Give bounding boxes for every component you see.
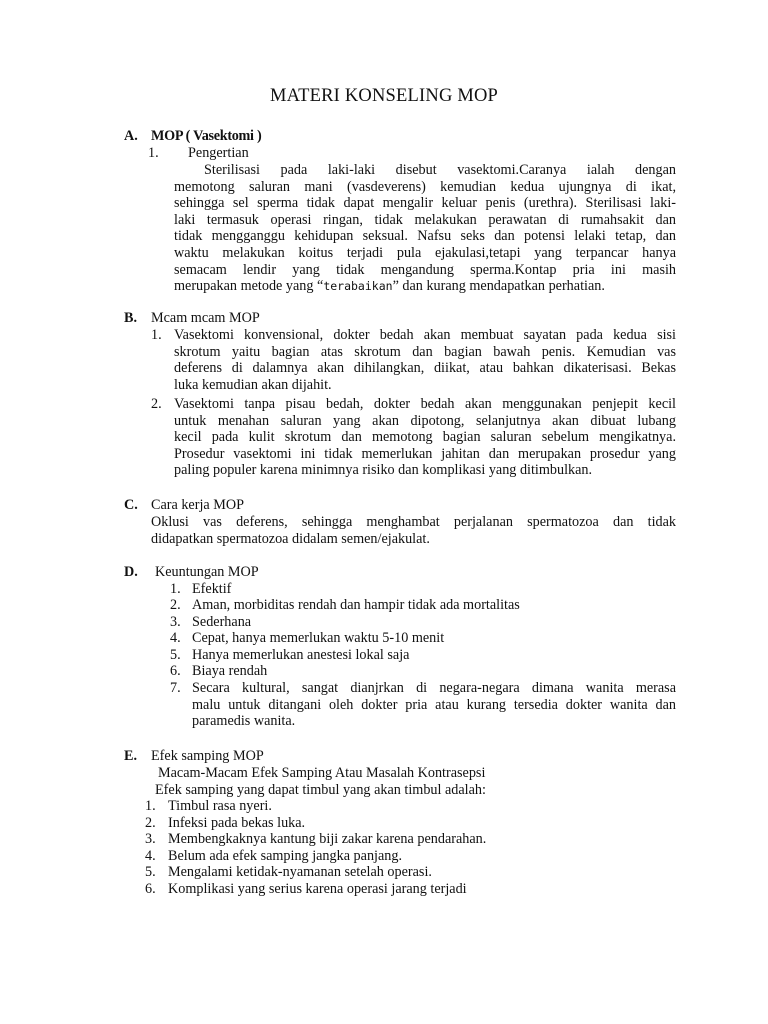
section-d-item-number: 6. <box>170 663 181 679</box>
list-line: Vasektomi konvensional, dokter bedah akan membuat sayatan pada kedua sisi <box>174 327 676 343</box>
section-d-item-number: 7. <box>170 680 181 696</box>
section-d-item-text: Efektif <box>192 581 232 597</box>
paragraph-line: memotong saluran mani (vasdeverens) kemudian kedua ujungnya di ikat, <box>174 178 676 195</box>
section-e-marker: E. <box>124 748 138 764</box>
list-line: Vasektomi tanpa pisau bedah, dokter bedah akan menggunakan penjepit kecil <box>174 396 676 412</box>
section-e-item-text: Infeksi pada bekas luka. <box>168 815 306 831</box>
paragraph-line: laki termasuk operasi ringan, tidak melakukan perawatan di rumahsakit dan <box>174 211 676 228</box>
paragraph-text: merupakan metode yang “ <box>174 278 324 295</box>
section-e-item-number: 1. <box>145 798 156 814</box>
section-d-item-number: 4. <box>170 630 181 646</box>
section-e-heading: Efek samping MOP <box>151 748 264 764</box>
section-d-item-number: 5. <box>170 647 181 663</box>
section-d-item-text: Cepat, hanya memerlukan waktu 5-10 menit <box>192 630 445 646</box>
section-d-item-text: Sederhana <box>192 614 252 630</box>
section-e-item-number: 6. <box>145 881 156 897</box>
section-d-item-number: 3. <box>170 614 181 630</box>
section-e-item-text: Komplikasi yang serius karena operasi jarang terjadi <box>168 881 467 897</box>
section-d-heading: Keuntungan MOP <box>155 564 259 580</box>
list-line: Prosedur vasektomi ini tidak memerlukan jahitan dan merupakan prosedur yang <box>174 445 676 462</box>
section-c-heading: Cara kerja MOP <box>151 497 244 513</box>
section-a-item-label: Pengertian <box>188 145 249 161</box>
section-b-item-1 <box>174 327 676 393</box>
section-c-paragraph <box>151 514 676 547</box>
section-e-item-number: 2. <box>145 815 156 831</box>
paragraph-line: Sterilisasi pada laki-laki disebut vasektomi.Caranya ialah dengan <box>204 162 676 178</box>
list-line: Secara kultural, sangat dianjrkan di negara-negara dimana wanita merasa <box>192 680 676 696</box>
section-b-item-2-number: 2. <box>151 396 162 412</box>
section-e-item-number: 3. <box>145 831 156 847</box>
section-e-subheading: Macam-Macam Efek Samping Atau Masalah Kontrasepsi <box>158 765 486 781</box>
paragraph-line: Oklusi vas deferens, sehingga menghambat perjalanan spermatozoa dan tidak <box>151 514 676 530</box>
list-line: untuk menahan saluran yang akan dipotong, selanjutnya akan dibuat lubang <box>174 412 676 429</box>
section-d-item-text: Hanya memerlukan anestesi lokal saja <box>192 647 410 663</box>
list-line: skrotum yaitu bagian atas skrotum dan bagian bawah penis. Kemudian vas <box>174 343 676 360</box>
list-line: paling populer karena minimnya risiko dan komplikasi yang ditimbulkan. <box>174 462 593 479</box>
section-d-marker: D. <box>124 564 138 580</box>
paragraph-line: sehingga sel sperma tidak dapat mengalir keluar penis (urethra). Sterilisasi laki- <box>174 195 676 212</box>
section-e-item-text: Belum ada efek samping jangka panjang. <box>168 848 403 864</box>
section-b-marker: B. <box>124 310 138 326</box>
document-title: MATERI KONSELING MOP <box>269 86 499 106</box>
section-e-item-text: Timbul rasa nyeri. <box>168 798 272 814</box>
section-e-item-number: 5. <box>145 864 156 880</box>
section-b-item-1-number: 1. <box>151 327 162 343</box>
section-d-item-number: 2. <box>170 597 181 613</box>
paragraph-text: ” dan kurang mendapatkan perhatian. <box>392 278 605 295</box>
section-d-item-7 <box>192 680 676 730</box>
section-e-item-text: Mengalami ketidak-nyamanan setelah operasi. <box>168 864 432 880</box>
section-a-heading: MOP ( Vasektomi ) <box>151 128 262 144</box>
section-b-heading: Mcam mcam MOP <box>151 310 260 326</box>
section-a-item-number: 1. <box>148 145 159 161</box>
section-e-intro: Efek samping yang dapat timbul yang akan timbul adalah: <box>155 782 486 798</box>
list-line: paramedis wanita. <box>192 713 296 730</box>
paragraph-line: waktu melakukan koitus terjadi pula ejakulasi,tetapi yang terpancar hanya <box>174 244 676 261</box>
paragraph-line-last <box>174 278 676 295</box>
list-line: luka kemudian akan dijahit. <box>174 376 332 393</box>
section-a-marker: A. <box>124 128 138 144</box>
paragraph-mono-word: terabaikan <box>323 279 393 294</box>
section-d-item-text: Aman, morbiditas rendah dan hampir tidak ada mortalitas <box>192 597 520 613</box>
section-b-item-2 <box>174 396 676 479</box>
list-line: malu untuk ditangani oleh dokter pria atau kurang tersedia dokter wanita dan <box>192 696 676 713</box>
list-line: deferens di dalamnya akan dihilangkan, diikat, atau bahkan dikaterisasi. Bekas <box>174 360 676 377</box>
list-line: kecil pada kulit skrotum dan memotong bagian saluran sebelum mengikatnya. <box>174 429 676 446</box>
section-c-marker: C. <box>124 497 138 513</box>
section-d-item-text: Biaya rendah <box>192 663 268 679</box>
section-a-paragraph <box>174 162 676 295</box>
section-e-item-number: 4. <box>145 848 156 864</box>
section-e-item-text: Membengkaknya kantung biji zakar karena pendarahan. <box>168 831 487 847</box>
paragraph-line: tidak mengganggu kehidupan seksual. Nafsu seks dan potensi lelaki tetap, dan <box>174 228 676 245</box>
paragraph-line: semacam lendir yang tidak mengandung sperma.Kontap pria ini masih <box>174 261 676 278</box>
section-d-item-number: 1. <box>170 581 181 597</box>
paragraph-line: didapatkan spermatozoa didalam semen/ejakulat. <box>151 530 430 547</box>
